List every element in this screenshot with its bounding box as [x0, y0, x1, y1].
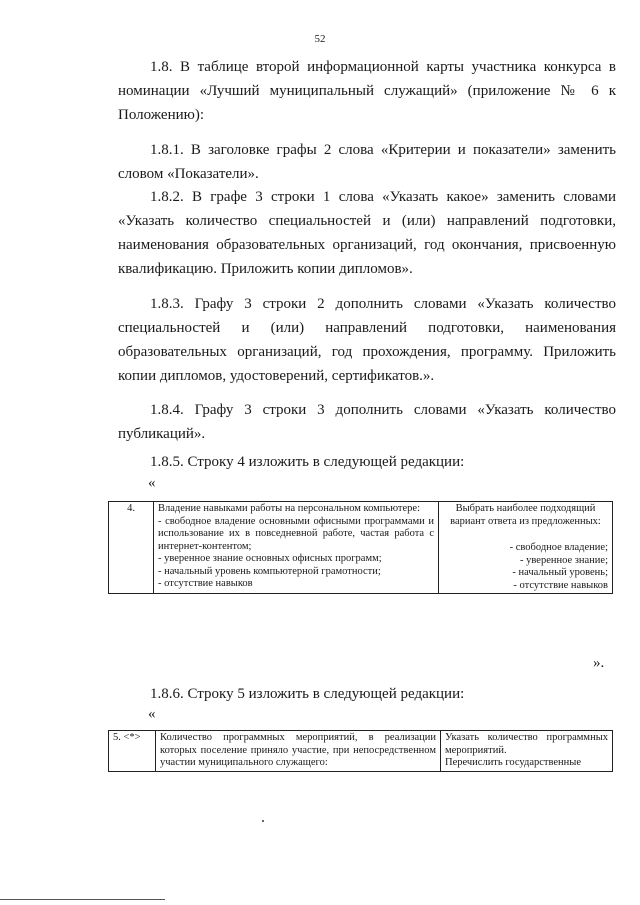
quote-close: ». [593, 655, 605, 671]
table4-option: - начальный уровень; [512, 567, 608, 578]
table5-criterion: Количество программных мероприятий, в реализации которых поселение приняло участие, при непосредственном участии муниципального служащего: [156, 731, 441, 772]
page-number: 52 [314, 33, 326, 45]
quote-open-1: « [148, 475, 156, 491]
table4-item: - уверенное знание основных офисных программ; [158, 553, 382, 564]
table4-instruction: Выбрать наиболее подходящий вариант ответа из предложенных: [450, 503, 601, 527]
table-row-4 [108, 501, 613, 594]
table4-option: - отсутствие навыков [513, 579, 608, 591]
quote-open-2: « [148, 706, 156, 722]
paragraph-1-8-2: 1.8.2. В графе 3 строки 1 слова «Указать какое» заменить словами «Указать количество специальностей и (или) направлений подготовки, наименования образовательных организаций, год окончания, присвоенную квалификацию. Приложить копии дипломов». [118, 189, 616, 277]
paragraph-1-8-6: 1.8.6. Строку 5 изложить в следующей редакции: [150, 686, 465, 702]
paragraph-1-8-5: 1.8.5. Строку 4 изложить в следующей редакции: [150, 454, 465, 470]
table5-instruction-1: Указать количество программных мероприятий. [445, 732, 608, 756]
table4-option: - уверенное знание; [520, 554, 608, 566]
paragraph-1-8-3: 1.8.3. Графу 3 строки 2 дополнить словами «Указать количество специальностей и (или) направлений подготовки, наименования образовательных организаций, год прохождения, программу. Приложить копии дипломов, удостоверений, сертификатов.». [118, 296, 616, 384]
table4-criterion: Владение навыками работы на персональном компьютере: [158, 503, 420, 514]
table5-instruction-cell [441, 731, 613, 772]
paragraph-1-8-4: 1.8.4. Графу 3 строки 3 дополнить словами «Указать количество публикаций». [118, 402, 616, 442]
table5-instruction-2: Перечислить государственные [445, 757, 581, 768]
table4-item: - отсутствие навыков [158, 578, 253, 589]
table4-instruction-cell [439, 502, 613, 594]
scan-dot [262, 820, 264, 822]
table4-criterion-cell [154, 502, 439, 594]
table4-item: - свободное владение основными офисными программами и использование их в повседневной работе, частая работа с интернет-контентом; [158, 515, 434, 552]
table4-number: 4. [109, 502, 154, 594]
table4-item: - начальный уровень компьютерной грамотности; [158, 565, 381, 577]
paragraph-1-8: 1.8. В таблице второй информационной карты участника конкурса в номинации «Лучший муниципальный служащий» (приложение № 6 к Положению): [118, 59, 616, 123]
table4-option: - свободное владение; [509, 542, 608, 553]
table5-number: 5. <*> [109, 731, 156, 772]
paragraph-1-8-1: 1.8.1. В заголовке графы 2 слова «Критерии и показатели» заменить словом «Показатели». [118, 142, 616, 182]
table-row-5 [108, 730, 613, 772]
bottom-rule [0, 899, 165, 900]
